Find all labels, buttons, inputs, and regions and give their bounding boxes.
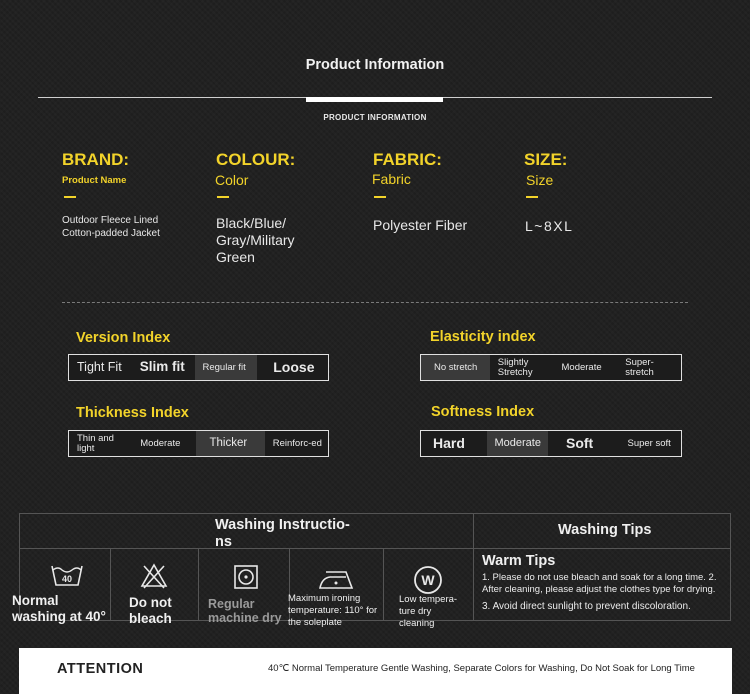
fabric-subheading: Fabric [372,171,411,187]
warm-tip-item: 3. Avoid direct sunlight to prevent discoloration. [482,601,691,612]
softness-option-soft: Soft [566,435,594,452]
softness-option-super-soft: Super soft [627,437,671,449]
page-title: Product Information [305,57,445,73]
version-index-bar [68,354,329,381]
section-divider [62,302,688,303]
thickness-option-thicker: Thicker [196,431,265,456]
washing-instructions-title: Washing Instructio-ns [215,517,350,551]
wash-40-label: Normal washing at 40° [12,593,106,624]
version-option-tight-fit: Tight Fit [77,359,122,374]
no-bleach-icon [140,563,168,589]
softness-option-hard: Hard [433,435,465,452]
version-index-title: Version Index [76,330,171,346]
washing-table-header-divider [19,548,731,549]
elasticity-index-bar [420,354,682,381]
fabric-value: Polyester Fiber [373,217,468,233]
size-dash [526,196,538,198]
low-temp-dry-clean-icon [413,565,443,595]
size-heading: SIZE: [524,150,568,169]
elasticity-option-no-stretch: No stretch [421,355,490,380]
elasticity-option-slightly-stretchy: Slightly Stretchy [497,356,533,378]
elasticity-option-super-stretch: Super-stretch [625,356,654,378]
thickness-option-moderate: Moderate [140,437,181,449]
low-temp-dry-clean-label: Low tempera-ture dry cleaning [399,594,458,629]
thickness-index-title: Thickness Index [76,405,189,421]
version-option-regular-fit: Regular fit [195,355,258,380]
iron-icon [318,568,356,592]
attention-text: 40℃ Normal Temperature Gentle Washing, Separate Colors for Washing, Do Not Soak for Long Time [268,663,695,674]
softness-index-title: Softness Index [431,404,535,420]
version-option-loose: Loose [273,359,315,376]
machine-dry-label: Regular machine dry [208,597,282,626]
size-subheading: Size [526,172,554,188]
warm-tips-title: Warm Tips [482,553,556,569]
fabric-heading: FABRIC: [373,150,442,169]
size-value: L~8XL [525,218,574,234]
no-bleach-label: Do not bleach [129,595,172,626]
iron-label: Maximum ironing temperature: 110° for the soleplate [288,593,378,628]
colour-subheading: Color [215,172,249,188]
warm-tip-item: 1. Please do not use bleach and soak for a long time. 2. After cleaning, please adjust the clothes type for drying. [482,572,717,595]
washing-table-column-divider [473,513,474,621]
thickness-option-reinforced: Reinforc-ed [272,437,322,449]
thickness-index-bar [68,430,329,457]
washing-tips-title: Washing Tips [558,522,652,538]
attention-label: ATTENTION [57,661,144,677]
machine-dry-icon [233,564,259,590]
softness-index-bar [420,430,682,457]
thickness-option-thin-light: Thin and light [77,432,114,454]
wash-40-icon [50,563,84,589]
page-subtitle: PRODUCT INFORMATION [323,113,427,122]
dry-clean-glyph: W [421,572,435,588]
wash-temperature-number: 40 [61,574,73,584]
brand-dash [64,196,76,198]
title-divider-tab [306,97,443,102]
version-option-slim-fit: Slim fit [139,359,185,375]
brand-subheading: Product Name [62,175,127,186]
elasticity-option-moderate: Moderate [561,361,602,373]
colour-dash [217,196,229,198]
colour-value: Black/Blue/ Gray/Military Green [216,215,295,265]
brand-heading: BRAND: [62,150,130,169]
colour-heading: COLOUR: [216,150,296,169]
fabric-dash [374,196,386,198]
softness-option-moderate: Moderate [487,431,549,456]
elasticity-index-title: Elasticity index [430,329,536,345]
brand-value: Outdoor Fleece Lined Cotton-padded Jacket [62,215,160,239]
